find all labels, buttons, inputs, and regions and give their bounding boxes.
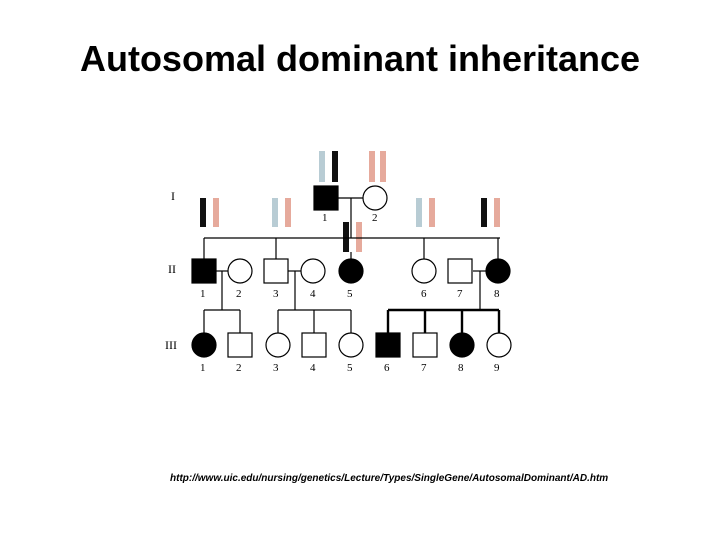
allele-pair-gamete-c (416, 198, 435, 227)
male-affected-square-I-1 (314, 186, 338, 210)
individual-labels-III (200, 362, 500, 374)
allele-bar (272, 198, 278, 227)
allele-bar (200, 198, 206, 227)
individual-labels-I (322, 212, 378, 224)
label-III-2: 2 (236, 362, 242, 374)
allele-bar (213, 198, 219, 227)
allele-bar (494, 198, 500, 227)
label-II-3: 3 (273, 288, 279, 300)
label-II-7: 7 (457, 288, 463, 300)
allele-bar (380, 151, 386, 182)
female-unaffected-circle-III-5 (339, 333, 363, 357)
allele-bar (332, 151, 338, 182)
label-I-1: 1 (322, 212, 328, 224)
label-III-5: 5 (347, 362, 353, 374)
male-affected-square-III-6 (376, 333, 400, 357)
label-I-2: 2 (372, 212, 378, 224)
allele-bar (481, 198, 487, 227)
female-unaffected-circle-II-2 (228, 259, 252, 283)
label-II-6: 6 (421, 288, 427, 300)
generation-label-I: I (171, 189, 175, 203)
allele-bar (356, 222, 362, 252)
female-unaffected-circle-II-4 (301, 259, 325, 283)
label-III-8: 8 (458, 362, 464, 374)
label-III-7: 7 (421, 362, 427, 374)
individual-labels-II (200, 288, 500, 300)
label-II-8: 8 (494, 288, 500, 300)
female-unaffected-circle-III-3 (266, 333, 290, 357)
label-III-6: 6 (384, 362, 390, 374)
allele-bar (285, 198, 291, 227)
generation-label-II: II (168, 262, 176, 276)
allele-bar (319, 151, 325, 182)
allele-pair-gamete-b (272, 198, 291, 227)
male-unaffected-square-III-7 (413, 333, 437, 357)
female-affected-circle-II-5 (339, 259, 363, 283)
female-affected-circle-III-8 (450, 333, 474, 357)
female-unaffected-circle-II-6 (412, 259, 436, 283)
allele-pair-I-2 (369, 151, 386, 182)
affected-sibship-lines (388, 310, 499, 334)
allele-pair-gamete-I-1 (343, 222, 362, 252)
female-affected-circle-II-8 (486, 259, 510, 283)
label-II-5: 5 (347, 288, 353, 300)
allele-bar (416, 198, 422, 227)
female-unaffected-circle-III-9 (487, 333, 511, 357)
male-unaffected-square-II-3 (264, 259, 288, 283)
label-III-1: 1 (200, 362, 206, 374)
label-III-4: 4 (310, 362, 316, 374)
generation-label-III: III (165, 338, 177, 352)
label-II-2: 2 (236, 288, 242, 300)
allele-bar (343, 222, 349, 252)
male-unaffected-square-III-4 (302, 333, 326, 357)
label-II-4: 4 (310, 288, 316, 300)
male-unaffected-square-III-2 (228, 333, 252, 357)
slide-title: Autosomal dominant inheritance (79, 38, 641, 79)
allele-pair-I-1 (319, 151, 338, 182)
allele-bar (429, 198, 435, 227)
allele-pair-gamete-a (200, 198, 219, 227)
allele-bar (369, 151, 375, 182)
label-III-3: 3 (273, 362, 279, 374)
male-unaffected-square-II-7 (448, 259, 472, 283)
label-II-1: 1 (200, 288, 206, 300)
female-unaffected-circle-I-2 (363, 186, 387, 210)
label-III-9: 9 (494, 362, 500, 374)
female-affected-circle-III-1 (192, 333, 216, 357)
source-url: http://www.uic.edu/nursing/genetics/Lecture/Types/SingleGene/AutosomalDominant/AD.htm (170, 473, 609, 484)
allele-pair-gamete-d (481, 198, 500, 227)
male-affected-square-II-1 (192, 259, 216, 283)
